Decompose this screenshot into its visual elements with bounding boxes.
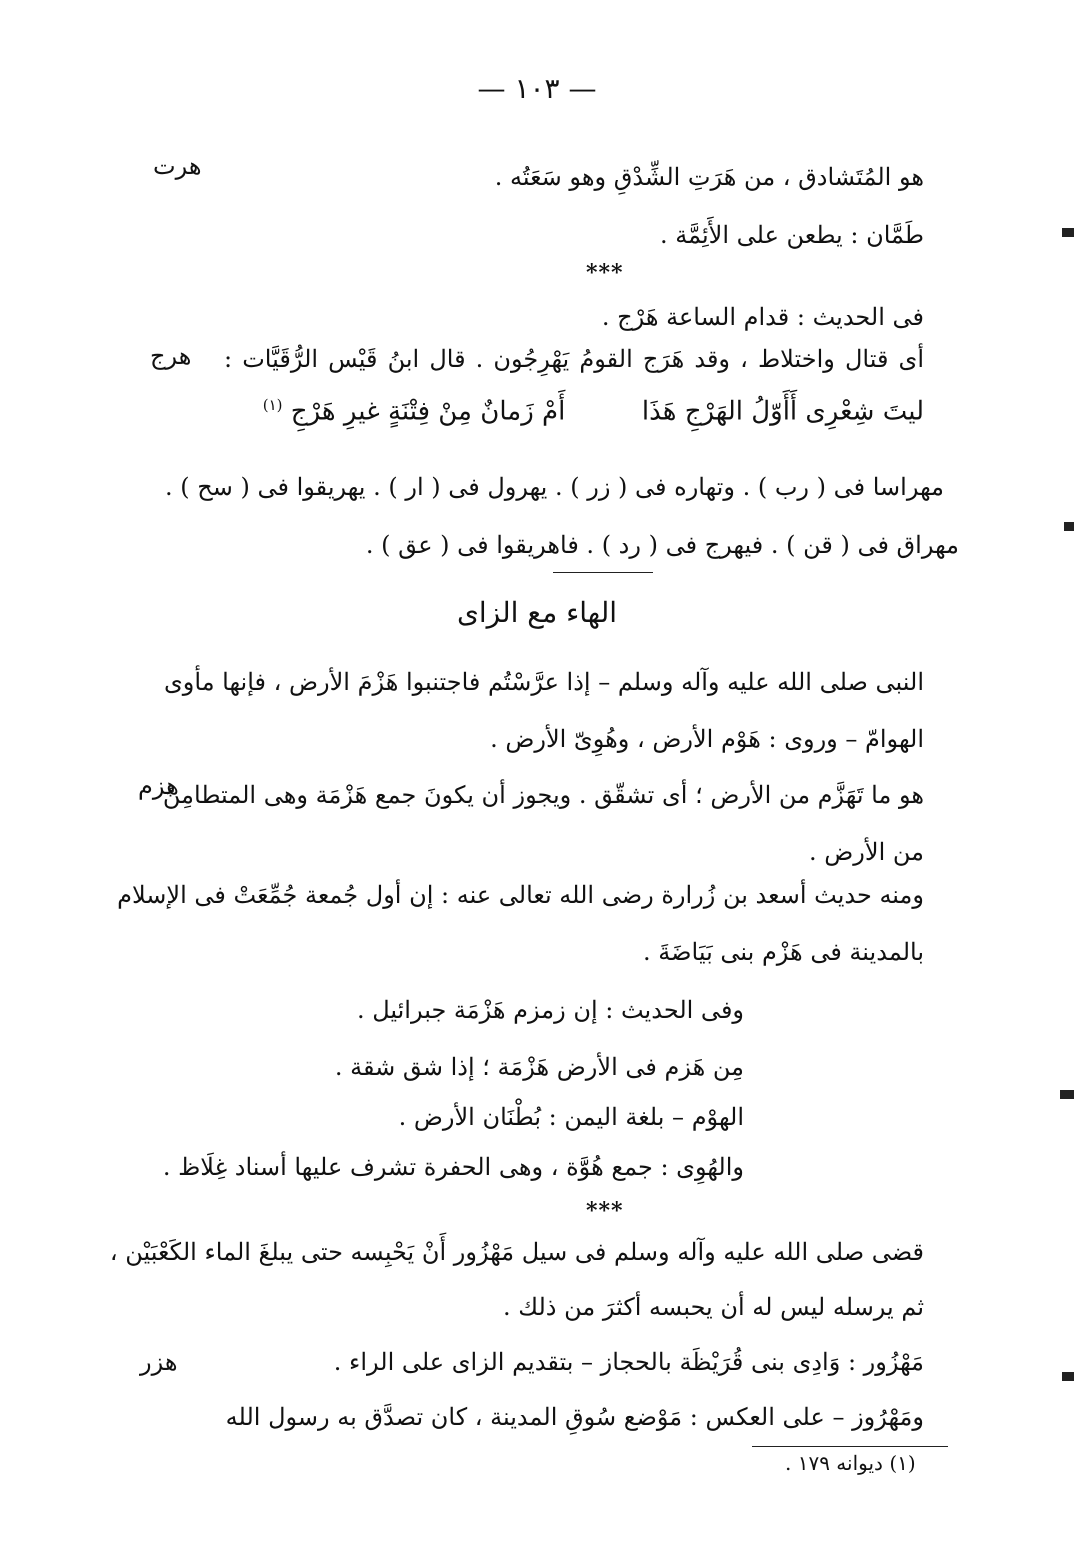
page-edge-mark bbox=[1062, 1372, 1074, 1381]
text-line: قضى صلى الله عليه وآله وسلم فى سيل مَهْزُور أَنْ يَحْبِسه حتى يبلغَ الماء الكَعْبَيْن ، bbox=[109, 1238, 924, 1266]
text-line: مِن هَزم فى الأرض هَزْمَة ؛ إذا شق شقة . bbox=[334, 1053, 744, 1081]
text-line: بالمدينة فى هَزْم بنى بَيَاضَةَ . bbox=[643, 938, 924, 966]
margin-root-hazm: هزم bbox=[138, 772, 179, 800]
verse-second-hemistich: أَمْ زَمانٌ مِنْ فِتْنَةٍ غيرِ هَرْجِ bbox=[290, 396, 566, 427]
footnote-rule bbox=[752, 1446, 948, 1447]
cross-reference-line: مهراق فى ( قن ) . فيهرج فى ( رد ) . فاهريقوا فى ( عق ) . bbox=[365, 531, 959, 559]
page-edge-mark bbox=[1060, 1090, 1074, 1099]
verse-first-hemistich: ليتَ شِعْرِى أَأَوّلُ الهَرْجِ هَذَا bbox=[641, 396, 924, 427]
cross-reference-line: مهراسا فى ( رب ) . وتهاره فى ( زر ) . يهرول فى ( ار ) . يهريقوا فى ( سح ) . bbox=[165, 473, 944, 501]
text-line: وفى الحديث : إن زمزم هَزْمَة جبرائيل . bbox=[356, 996, 744, 1024]
text-line: والهُوِى : جمع هُوَّة ، وهى الحفرة تشرف عليها أسناد غِلَاظ . bbox=[162, 1153, 744, 1181]
margin-root-hart: هرت bbox=[153, 152, 202, 180]
text-line: فى الحديث : قدام الساعة هَرْج . bbox=[601, 303, 924, 331]
text-line: هو المُتَشادق ، من هَرَتِ الشِّدْقِ وهو سَعَتُه . bbox=[494, 163, 924, 191]
margin-root-hazr: هزر bbox=[140, 1348, 178, 1376]
footnote-marker: (١) bbox=[262, 396, 283, 414]
text-line: من الأرض . bbox=[809, 838, 924, 866]
text-line: طَمَّان : يطعن على الأَئِمَّة . bbox=[659, 221, 924, 249]
section-heading: الهاء مع الزاى bbox=[456, 596, 618, 629]
section-rule bbox=[553, 572, 653, 573]
page-edge-mark bbox=[1062, 228, 1074, 237]
text-line: ومَهْرُوز – على العكس : مَوْضع سُوقِ المدينة ، كان تصدَّق به رسول الله bbox=[225, 1403, 924, 1431]
section-separator-stars: *** bbox=[586, 260, 624, 286]
margin-root-harj: هرج bbox=[150, 342, 192, 370]
poetry-verse bbox=[263, 396, 924, 427]
text-line: النبى صلى الله عليه وآله وسلم – إذا عرَّسْتُم فاجتنبوا هَزْمَ الأرض ، فإنها مأوى bbox=[164, 668, 924, 696]
text-line: ثم يرسله ليس له أن يحبسه أكثرَ من ذلك . bbox=[502, 1293, 924, 1321]
text-line: الهوامّ – وروى : هَوْم الأرض ، وهُوِىّ الأرض . bbox=[490, 725, 924, 753]
text-line: ومنه حديث أسعد بن زُرارة رضى الله تعالى عنه : إن أول جُمعة جُمِّعَتْ فى الإسلام bbox=[117, 881, 924, 909]
text-line: هو ما تَهَزَّم من الأرض ؛ أى تشقّق . ويجوز أن يكونَ جمع هَزْمَة وهى المتطامِنُ bbox=[162, 781, 924, 809]
text-line: الهوْم – بلغة اليمن : بُطْنَان الأرض . bbox=[398, 1103, 744, 1131]
page-number: — ١٠٣ — bbox=[477, 72, 597, 105]
page-edge-mark bbox=[1064, 522, 1074, 531]
footnote: (١) ديوانه ١٧٩ . bbox=[785, 1451, 916, 1475]
section-separator-stars: *** bbox=[586, 1198, 624, 1224]
text-line: أى قتال واختلاط ، وقد هَرَج القومُ يَهْرِجُون . قال ابنُ قَيْس الرُّقَيَّات : bbox=[224, 345, 924, 373]
text-line: مَهْزُور : وَادِى بنى قُرَيْظَة بالحجاز – بتقديم الزاى على الراء . bbox=[333, 1348, 924, 1376]
